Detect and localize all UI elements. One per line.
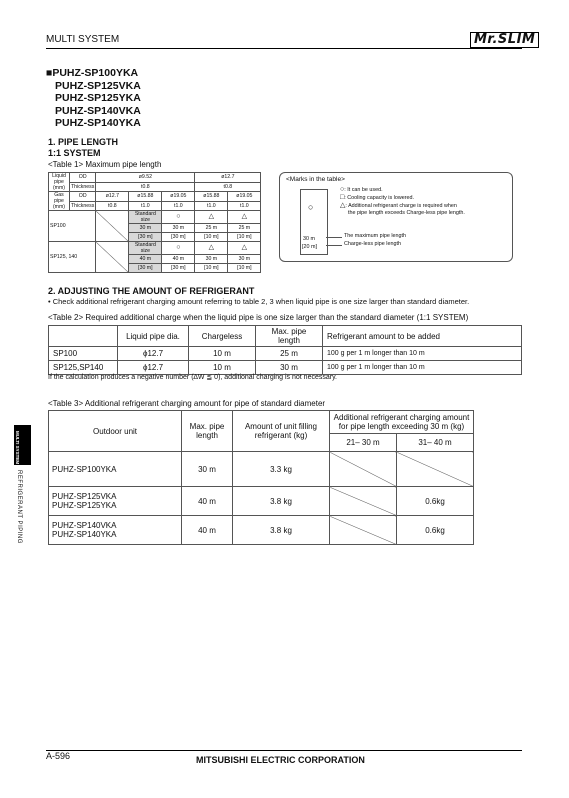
brand-logo: Mr.SLIM xyxy=(470,32,539,48)
cell: 30 m xyxy=(228,255,261,264)
model-item: PUHZ-SP125VKA xyxy=(55,79,141,92)
triangle-icon: △ xyxy=(340,202,346,209)
model-item: PUHZ-SP125YKA xyxy=(55,92,141,104)
model-item: PUHZ-SP140VKA xyxy=(55,104,141,117)
cell: ø15.88 xyxy=(195,192,228,202)
cell: 40 m xyxy=(162,255,195,264)
cell: 10 m xyxy=(189,361,256,375)
circle-icon: ○ xyxy=(308,202,314,212)
cell: 3.3 kg xyxy=(233,452,330,487)
section1-title: 1. PIPE LENGTH xyxy=(48,137,119,147)
side-label: REFRIGERANT PIPING xyxy=(16,470,22,544)
cell: [30 m] xyxy=(162,233,195,242)
cell: 30 m xyxy=(129,224,162,233)
cell: t0.8 xyxy=(96,201,129,211)
unit-name: PUHZ-SP140YKA xyxy=(52,530,117,539)
mark-triangle: △ xyxy=(228,211,261,224)
mark-text: : It can be used. xyxy=(344,187,383,193)
cell: 100 g per 1 m longer than 10 m xyxy=(323,347,522,361)
header-cell: Outdoor unit xyxy=(49,411,182,452)
header-cell: Max. pipe length xyxy=(256,326,323,347)
thickness-label: Thickness xyxy=(71,202,95,209)
cell: 40 m xyxy=(182,487,233,516)
cell: ϕ12.7 xyxy=(118,347,189,361)
header-cell: Max. pipe length xyxy=(182,411,233,452)
cell: t1.0 xyxy=(129,201,162,211)
table1 xyxy=(48,172,261,273)
mark-text: : Cooling capacity is lowered. xyxy=(344,195,415,201)
mark-item xyxy=(340,186,465,194)
cell: 40 m xyxy=(129,255,162,264)
header-cell: Chargeless xyxy=(189,326,256,347)
section2-bullet: • Check additional refrigerant charging amount referring to table 2, 3 when liquid pipe is one size larger than standard diameter. xyxy=(48,297,470,306)
unit-name: PUHZ-SP125YKA xyxy=(52,501,117,510)
negative-note: If the calculation produces a negative number (∆W ≦ 0), additional charging is not necessary. xyxy=(48,374,338,381)
table2 xyxy=(48,325,522,375)
cell: 25 m xyxy=(228,224,261,233)
leader-line xyxy=(326,245,342,246)
footer-rule xyxy=(46,750,522,751)
max-text: The maximum pipe length xyxy=(344,233,407,239)
section2-title: 2. ADJUSTING THE AMOUNT OF REFRIGERANT xyxy=(48,286,255,296)
cell: ø9.52 xyxy=(96,173,195,183)
cell: [10 m] xyxy=(228,264,261,273)
circle-icon: ○ xyxy=(340,186,345,193)
mark-triangle: △ xyxy=(195,242,228,255)
mark-circle: ○ xyxy=(162,242,195,255)
gas-label: Gas pipe (mm) xyxy=(49,192,70,211)
cell: 30 m xyxy=(195,255,228,264)
cell: 25 m xyxy=(256,347,323,361)
page-number: A-596 xyxy=(46,751,71,761)
square-icon: □ xyxy=(340,194,345,201)
cell: t1.0 xyxy=(195,201,228,211)
cell: t1.0 xyxy=(228,201,261,211)
cell: [30 m] xyxy=(129,264,162,273)
cell: 10 m xyxy=(189,347,256,361)
section1-subtitle: 1:1 SYSTEM xyxy=(48,148,101,158)
unit-name: PUHZ-SP125VKA xyxy=(52,492,117,501)
marks-title: <Marks in the table> xyxy=(286,176,345,183)
cell: [10 m] xyxy=(195,264,228,273)
cell: 100 g per 1 m longer than 10 m xyxy=(323,361,522,375)
cell: 0.6kg xyxy=(397,487,474,516)
max-val: 30 m xyxy=(303,236,315,242)
table1-caption: <Table 1> Maximum pipe length xyxy=(48,160,162,169)
od-label: OD xyxy=(70,173,96,183)
unit-name: PUHZ-SP140VKA xyxy=(52,521,117,530)
cell: [30 m] xyxy=(162,264,195,273)
od-label: OD xyxy=(70,192,96,202)
cell: 3.8 kg xyxy=(233,516,330,545)
company-name: MITSUBISHI ELECTRIC CORPORATION xyxy=(196,755,365,765)
diag-cell xyxy=(330,487,397,516)
mark-circle: ○ xyxy=(162,211,195,224)
standard-size-label: Standard size xyxy=(129,211,162,224)
mark-text: : Additional refrigerant charge is required when xyxy=(345,203,457,209)
cell: SP125,SP140 xyxy=(49,361,118,375)
model-list xyxy=(46,67,141,130)
mark-item xyxy=(340,194,465,202)
cl-val: [20 m] xyxy=(302,244,317,250)
header-cell: Refrigerant amount to be added xyxy=(323,326,522,347)
leader-line xyxy=(326,237,342,238)
cell: ϕ12.7 xyxy=(118,361,189,375)
diag-cell xyxy=(96,242,129,273)
cell: 0.6kg xyxy=(397,516,474,545)
side-tab-text: MULTI SYSTEM xyxy=(15,431,20,465)
side-tab xyxy=(14,425,31,465)
cell: 30 m xyxy=(182,452,233,487)
cell: 30 m xyxy=(256,361,323,375)
mark-triangle: △ xyxy=(195,211,228,224)
mark-item xyxy=(340,202,465,210)
mark-item: the pipe length exceeds Charge-less pipe length. xyxy=(348,210,465,216)
diag-cell xyxy=(397,452,474,487)
diag-cell xyxy=(330,516,397,545)
cell: [10 m] xyxy=(228,233,261,242)
header-cell: 31– 40 m xyxy=(397,434,474,452)
header-section: MULTI SYSTEM xyxy=(46,34,120,45)
diag-cell xyxy=(330,452,397,487)
cell: PUHZ-SP100YKA xyxy=(49,452,182,487)
header-cell xyxy=(49,326,118,347)
header-rule xyxy=(46,48,522,49)
header-cell: 21– 30 m xyxy=(330,434,397,452)
cell: SP100 xyxy=(49,347,118,361)
cell xyxy=(49,516,182,545)
cell: ø12.7 xyxy=(96,192,129,202)
cell: ø19.05 xyxy=(228,192,261,202)
header-cell: Liquid pipe dia. xyxy=(118,326,189,347)
cell: 3.8 kg xyxy=(233,487,330,516)
table2-caption: <Table 2> Required additional charge when the liquid pipe is one size larger than the standard diameter (1:1 SYSTEM) xyxy=(48,313,469,322)
cl-text: Charge-less pipe length xyxy=(344,241,401,247)
diag-cell xyxy=(96,211,129,242)
marks-legend-box xyxy=(279,172,513,262)
table3-caption: <Table 3> Additional refrigerant charging amount for pipe of standard diameter xyxy=(48,399,326,408)
row-label-sp100: SP100 xyxy=(49,211,96,242)
table3 xyxy=(48,410,474,545)
marks-items xyxy=(340,186,465,217)
cell: ø15.88 xyxy=(129,192,162,202)
cell: t0.8 xyxy=(195,182,261,192)
cell: [10 m] xyxy=(195,233,228,242)
marks-sample-cell xyxy=(300,189,328,255)
model-item: PUHZ-SP140YKA xyxy=(55,117,141,129)
standard-size-label: Standard size xyxy=(129,242,162,255)
cell: 25 m xyxy=(195,224,228,233)
cell: ø12.7 xyxy=(195,173,261,183)
cell: 40 m xyxy=(182,516,233,545)
cell: 30 m xyxy=(162,224,195,233)
thickness-label: Thickness xyxy=(71,183,95,190)
mark-triangle: △ xyxy=(228,242,261,255)
model-item: ■PUHZ-SP100YKA xyxy=(46,67,139,79)
header-cell: Amount of unit filling refrigerant (kg) xyxy=(233,411,330,452)
cell: [30 m] xyxy=(129,233,162,242)
cell: t1.0 xyxy=(162,201,195,211)
cell: t0.8 xyxy=(96,182,195,192)
cell xyxy=(49,487,182,516)
cell: ø19.05 xyxy=(162,192,195,202)
header-cell: Additional refrigerant charging amount for pipe length exceeding 30 m (kg) xyxy=(330,411,474,434)
row-label-sp125-140: SP125, 140 xyxy=(49,242,96,273)
liquid-label: Liquid pipe (mm) xyxy=(49,173,70,192)
